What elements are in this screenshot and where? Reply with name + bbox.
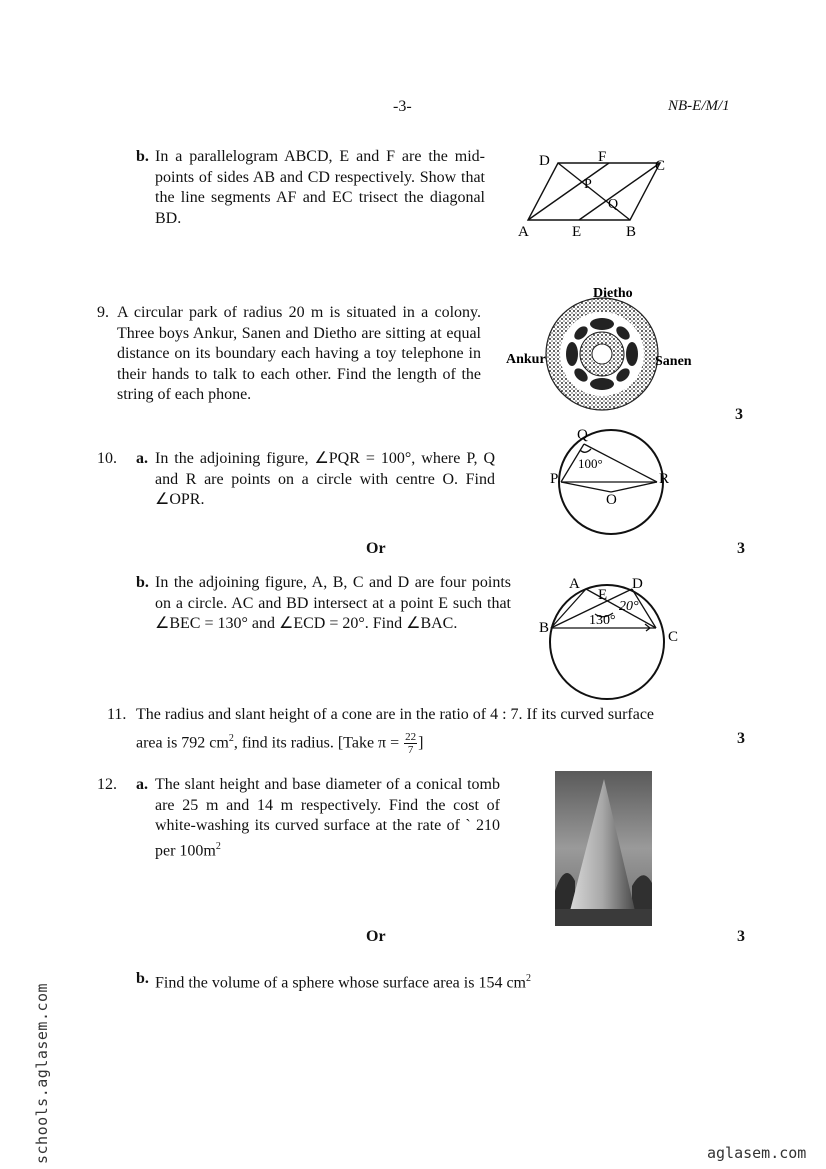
- q12a-label: a.: [136, 776, 148, 793]
- fig-label-q: Q: [577, 427, 588, 443]
- fig-label-f: F: [598, 149, 607, 165]
- q12-number: 12.: [97, 776, 117, 793]
- q11-superscript: 2: [228, 733, 234, 744]
- q11-area-text: area is 792 cm: [136, 734, 229, 752]
- q9-number: 9.: [97, 304, 109, 321]
- fig-label-c: C: [668, 629, 679, 645]
- park-label-sanen: Sanen: [655, 354, 692, 369]
- conical-tomb-photo: [555, 771, 652, 926]
- q11-number: 11.: [107, 706, 127, 723]
- fig-label-p: P: [550, 471, 559, 487]
- fig-angle-130: 130°: [589, 613, 616, 628]
- fig-label-p: P: [584, 177, 592, 192]
- fig-label-a: A: [518, 224, 529, 240]
- circle-abcd-figure: [535, 572, 685, 702]
- q9-marks: 3: [735, 406, 743, 423]
- q8b-text: In a parallelogram ABCD, E and F are the mid-points of sides AB and CD respectively. Show that the line segments AF and EC trisect the diagonal BD.: [155, 148, 485, 227]
- q11-line2: [136, 729, 423, 756]
- q10-marks: 3: [737, 540, 745, 557]
- fig-label-r: R: [659, 471, 670, 487]
- q11-marks: 3: [737, 730, 745, 747]
- q12b-text-body: Find the volume of a sphere whose surface area is 154 cm: [155, 974, 526, 992]
- fig-label-e: E: [598, 587, 608, 603]
- q12b-superscript: 2: [526, 973, 531, 984]
- q11-close-bracket: ]: [418, 734, 424, 752]
- q11-fraction: [404, 731, 417, 756]
- fig-label-q: Q: [608, 197, 619, 212]
- q12a-text: [155, 775, 500, 861]
- circular-park-figure: [505, 282, 700, 417]
- q12b-label: b.: [136, 970, 149, 987]
- q10a-text: In the adjoining figure, ∠PQR = 100°, where P, Q and R are points on a circle with centre O. Find ∠OPR.: [155, 450, 495, 508]
- park-label-ankur: Ankur: [506, 352, 546, 367]
- circle-pqr-figure: [540, 424, 680, 542]
- fig-label-b: B: [539, 620, 550, 636]
- fig-label-a: A: [569, 576, 580, 592]
- q10a-label: a.: [136, 450, 148, 467]
- bottom-watermark: aglasem.com: [707, 1144, 807, 1162]
- q12a-superscript: 2: [215, 840, 221, 852]
- q8b-label: b.: [136, 148, 149, 165]
- fig-label-b: B: [626, 224, 637, 240]
- side-watermark: schools.aglasem.com: [33, 982, 51, 1164]
- q12a-text-body: The slant height and base diameter of a conical tomb are 25 m and 14 m respectively. Find the cost of white-washing its curved surface at the rate of ` 210 per 100m: [155, 776, 500, 859]
- q11-line1: The radius and slant height of a cone are in the ratio of 4 : 7. If its curved surface: [136, 706, 655, 723]
- q12b-text: [155, 969, 531, 993]
- q9-text: A circular park of radius 20 m is situated in a colony. Three boys Ankur, Sanen and Dietho are sitting at equal distance on its boundary each having a toy telephone in their hands to talk to each other. Find the length of the string of each phone.: [117, 304, 481, 403]
- q12-or: Or: [366, 928, 386, 945]
- page-number: -3-: [393, 98, 412, 115]
- fig-label-d: D: [632, 576, 643, 592]
- fig-angle-20: 20°: [619, 599, 639, 614]
- fig-angle-100: 100°: [578, 456, 603, 471]
- q10-number: 10.: [97, 450, 117, 467]
- paper-code: NB-E/M/1: [668, 98, 730, 114]
- fig-label-o: O: [606, 492, 617, 508]
- q10-or: Or: [366, 540, 386, 557]
- q10b-label: b.: [136, 574, 149, 591]
- q12-marks: 3: [737, 928, 745, 945]
- park-label-dietho: Dietho: [593, 286, 633, 301]
- q11-take-pi: , find its radius. [Take π =: [233, 734, 404, 752]
- fig-label-e: E: [572, 224, 582, 240]
- q11-frac-den: 7: [407, 744, 414, 757]
- q11-frac-num: 22: [405, 731, 417, 744]
- fig-label-d: D: [539, 153, 550, 169]
- q10b-text: In the adjoining figure, A, B, C and D are four points on a circle. AC and BD intersect at a point E such that ∠BEC = 130° and ∠ECD = 20°. Find ∠BAC.: [155, 574, 511, 632]
- parallelogram-figure: [510, 146, 675, 241]
- fig-label-c: C: [655, 158, 666, 174]
